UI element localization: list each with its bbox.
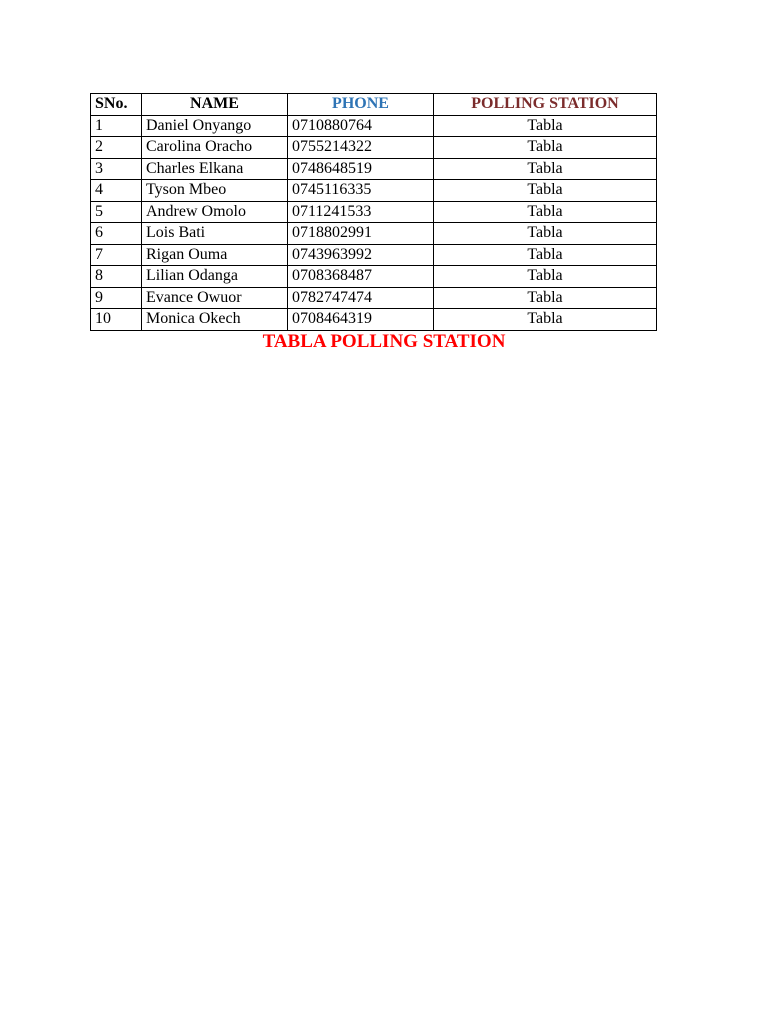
cell-phone: 0782747474: [288, 287, 434, 309]
cell-sno: 2: [91, 137, 142, 159]
table-row: [91, 244, 657, 266]
cell-polling-station: Tabla: [434, 309, 657, 331]
cell-sno: 1: [91, 115, 142, 137]
table-row: [91, 287, 657, 309]
cell-sno: 6: [91, 223, 142, 245]
cell-polling-station: Tabla: [434, 244, 657, 266]
cell-name: Monica Okech: [142, 309, 288, 331]
cell-polling-station: Tabla: [434, 223, 657, 245]
cell-sno: 4: [91, 180, 142, 202]
cell-polling-station: Tabla: [434, 158, 657, 180]
cell-polling-station: Tabla: [434, 137, 657, 159]
cell-name: Daniel Onyango: [142, 115, 288, 137]
header-row: [91, 94, 657, 116]
polling-station-table: [90, 93, 657, 331]
header-name: NAME: [142, 94, 288, 116]
table-row: [91, 309, 657, 331]
header-sno: SNo.: [91, 94, 142, 116]
table-row: [91, 115, 657, 137]
cell-name: Lilian Odanga: [142, 266, 288, 288]
cell-phone: 0710880764: [288, 115, 434, 137]
cell-name: Evance Owuor: [142, 287, 288, 309]
cell-polling-station: Tabla: [434, 180, 657, 202]
table-row: [91, 158, 657, 180]
cell-name: Charles Elkana: [142, 158, 288, 180]
cell-polling-station: Tabla: [434, 201, 657, 223]
cell-phone: 0708464319: [288, 309, 434, 331]
cell-name: Lois Bati: [142, 223, 288, 245]
table-row: [91, 266, 657, 288]
cell-name: Carolina Oracho: [142, 137, 288, 159]
cell-polling-station: Tabla: [434, 266, 657, 288]
cell-phone: 0711241533: [288, 201, 434, 223]
table-row: [91, 180, 657, 202]
cell-phone: 0708368487: [288, 266, 434, 288]
table-body: [91, 115, 657, 330]
cell-sno: 8: [91, 266, 142, 288]
cell-sno: 7: [91, 244, 142, 266]
cell-name: Tyson Mbeo: [142, 180, 288, 202]
cell-sno: 5: [91, 201, 142, 223]
cell-phone: 0743963992: [288, 244, 434, 266]
cell-sno: 9: [91, 287, 142, 309]
cell-phone: 0718802991: [288, 223, 434, 245]
table-row: [91, 201, 657, 223]
table-caption: TABLA POLLING STATION: [262, 331, 506, 352]
table-row: [91, 137, 657, 159]
cell-phone: 0748648519: [288, 158, 434, 180]
cell-polling-station: Tabla: [434, 287, 657, 309]
header-phone: PHONE: [288, 94, 434, 116]
cell-sno: 10: [91, 309, 142, 331]
table-row: [91, 223, 657, 245]
cell-name: Rigan Ouma: [142, 244, 288, 266]
cell-sno: 3: [91, 158, 142, 180]
header-polling-station: POLLING STATION: [434, 94, 657, 116]
table-header: [91, 94, 657, 116]
cell-phone: 0745116335: [288, 180, 434, 202]
cell-phone: 0755214322: [288, 137, 434, 159]
cell-name: Andrew Omolo: [142, 201, 288, 223]
cell-polling-station: Tabla: [434, 115, 657, 137]
